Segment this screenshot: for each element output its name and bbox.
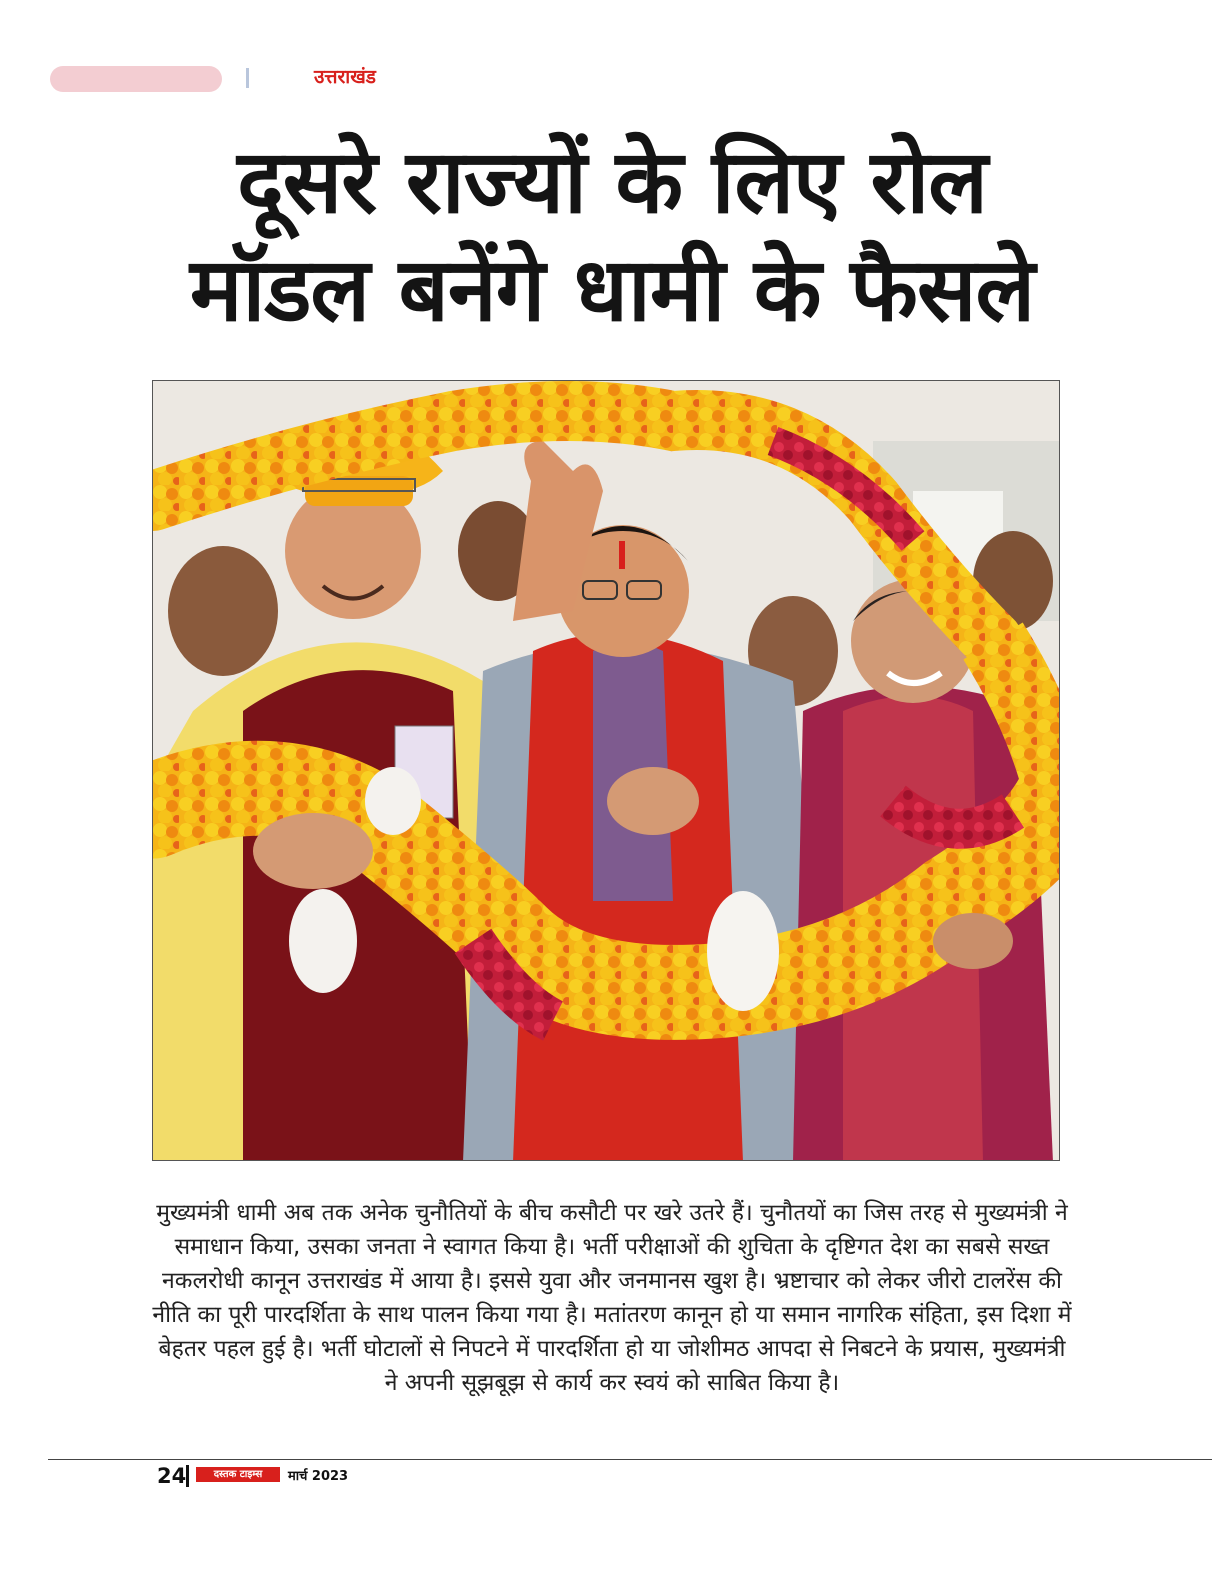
section-label: उत्तराखंड xyxy=(314,66,376,88)
photo-garland-welcome-icon xyxy=(153,381,1060,1161)
header-separator xyxy=(246,68,249,88)
page-number: 24 xyxy=(157,1464,187,1488)
headline-line-1: दूसरे राज्यों के लिए रोल xyxy=(237,130,987,233)
magazine-logo: दस्तक टाइम्स xyxy=(196,1467,280,1482)
headline-line-2: मॉडल बनेंगे धामी के फैसले xyxy=(189,238,1035,341)
lead-photo xyxy=(152,380,1060,1161)
footer-divider xyxy=(48,1459,1212,1460)
footer-separator xyxy=(186,1465,189,1487)
header-tag-pill xyxy=(50,66,222,92)
headline xyxy=(60,128,1164,344)
issue-date: मार्च 2023 xyxy=(288,1469,349,1484)
photo-caption: मुख्यमंत्री धामी अब तक अनेक चुनौतियों के बीच कसौटी पर खरे उतरे हैं। चुनौतयों का जिस तरह से मुख्यमंत्री ने समाधान किया, उसका जनता ने स्वागत किया है। भर्ती परीक्षाओं की शुचिता के दृष्टिगत देश का सबसे सख्त नकलरोधी कानून उत्तराखंड में आया है। इससे युवा और जनमानस खुश है। भ्रष्टाचार को लेकर जीरो टालरेंस की नीति का पूरी पारदर्शिता के साथ पालन किया गया है। मतांतरण कानून हो या समान नागरिक संहिता, इस दिशा में बेहतर पहल हुई है। भर्ती घोटालों से निपटने में पारदर्शिता हो या जोशीमठ आपदा से निबटने के प्रयास, मुख्यमंत्री ने अपनी सूझबूझ से कार्य कर स्वयं को साबित किया है। xyxy=(152,1200,1072,1396)
